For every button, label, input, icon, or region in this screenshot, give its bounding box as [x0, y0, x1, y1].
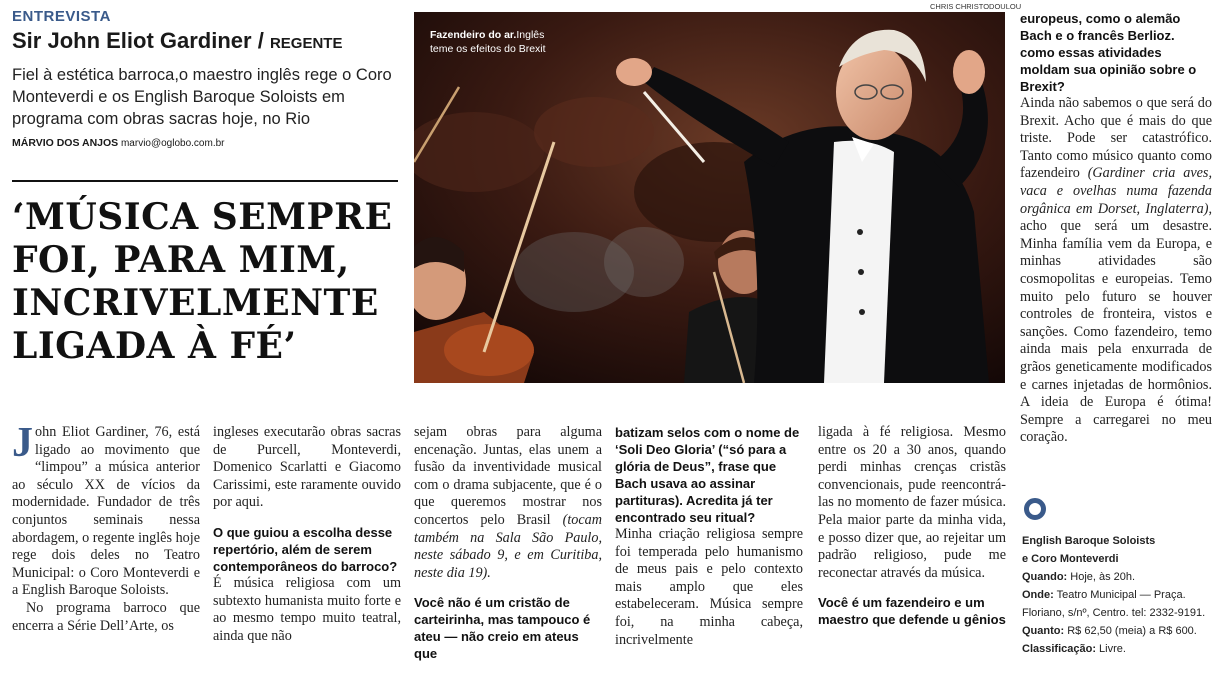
- body-paragraph: Minha criação religiosa sempre foi temperada pelo humanismo de meus pais e pelo contexto mais amplo que eles estabeleceram. Música sempre foi, na minha cabeça, incrivelmente: [615, 526, 803, 648]
- interview-question: Você é um fazendeiro e um maestro que defende u gênios: [818, 595, 1006, 628]
- body-paragraph: ingleses executarão obras sacras de Purcell, Monteverdi, Domenico Scarlatti e Giacomo Carissimi, este raramente ouvido por aqui.: [213, 424, 401, 511]
- info-ring-icon: [1024, 498, 1046, 520]
- byline-email[interactable]: marvio@oglobo.com.br: [120, 138, 225, 149]
- body-paragraph: No programa barroco que encerra a Série Dell’Arte, os: [12, 599, 200, 634]
- photo-credit: CHRIS CHRISTODOULOU: [930, 2, 1022, 11]
- body-column-1: [12, 420, 200, 635]
- body-text: , acho que será um desastre. Minha família vem da Europa, e minhas atividades são cosmopolitas e europeias. Temo muito pelo futuro se houver controles de fronteira, vistos e sanções. Como fazendeiro, temo ainda mais pela enxurrada de grãos geneticamente modificados e carnes injetadas de hormônios. A ideia de Europa é ótima! Sempre a carregarei no meu coração.: [1020, 200, 1212, 446]
- event-price: [1022, 622, 1218, 640]
- event-where-value: Teatro Municipal — Praça. Floriano, s/nº, Centro. tel: 2332-9191.: [1022, 589, 1206, 619]
- section-kicker: ENTREVISTA: [12, 8, 111, 25]
- conductor-photo: [414, 12, 1005, 383]
- drop-cap: J: [12, 420, 33, 466]
- body-paragraph: ligada à fé religiosa. Mesmo entre os 20 a 30 anos, quando perdi minhas crenças cristãs convencionais, pude reencontrá-las no momento de fazer música. Pela maior parte da minha vida, e posso dizer que, ao rejeitar um padrão religioso, pude me reconectar através da música.: [818, 424, 1006, 581]
- interview-question: europeus, como o alemão Bach e o francês Berlioz. como essas atividades moldam sua opinião sobre o Brexit?: [1020, 11, 1197, 94]
- lede: Fiel à estética barroca,o maestro inglês rege o Coro Monteverdi e os English Baroque Soloists em programa com obras sacras hoje, no Rio: [12, 66, 392, 128]
- body-column-right: [1020, 10, 1212, 447]
- event-rating-label: Classificação:: [1022, 643, 1096, 655]
- body-text: ohn Eliot Gardiner, 76, está ligado ao movimento que “limpou” a música anterior ao século XX de vícios da modernidade. Fundador de três conjuntos seminais nessa abordagem, o regente inglês hoje rege dois deles no Teatro Municipal: o Coro Monteverdi e a English Baroque Soloists.: [12, 424, 200, 599]
- event-title-line-2: e Coro Monteverdi: [1022, 553, 1119, 565]
- event-title: [1022, 532, 1218, 550]
- interviewee-role: REGENTE: [269, 35, 343, 52]
- interview-question: Você não é um cristão de carteirinha, mas tampouco é ateu — não creio em ateus que: [414, 595, 591, 662]
- event-price-value: R$ 62,50 (meia) a R$ 600.: [1064, 625, 1197, 637]
- body-paragraph: [12, 420, 200, 600]
- byline: [12, 137, 225, 149]
- event-title-line-1: English Baroque Soloists: [1022, 535, 1156, 547]
- body-paragraph: [1020, 95, 1212, 447]
- conductor-photo-illustration: [414, 12, 1005, 383]
- byline-author: MÁRVIO DOS ANJOS: [12, 137, 119, 149]
- event-info: [1022, 532, 1218, 658]
- body-column-4: [615, 424, 803, 649]
- photo-caption-lead: Fazendeiro do ar.: [430, 29, 517, 41]
- event-when-label: Quando:: [1022, 571, 1068, 583]
- body-paragraph: É música religiosa com um subtexto humanista muito forte e ao mesmo tempo muito teatral, ainda que não: [213, 574, 401, 644]
- event-where: [1022, 586, 1218, 622]
- interview-question: O que guiou a escolha desse repertório, além de serem contemporâneos do barroco?: [213, 524, 398, 574]
- body-text-italic: (tocam também na Sala São Paulo, neste sábado 9, e em Curitiba, neste dia 19).: [414, 511, 602, 581]
- event-rating: [1022, 640, 1218, 658]
- event-when-value: Hoje, às 20h.: [1067, 571, 1136, 583]
- event-when: [1022, 568, 1218, 586]
- body-paragraph: [414, 424, 602, 582]
- event-where-label: Onde:: [1022, 589, 1054, 601]
- interview-question: batizam selos com o nome de ‘Soli Deo Gloria’ (“só para a glória de Deus”, frase que Bach usava ao assinar partituras). Acredita já ter encontrado seu ritual?: [615, 425, 800, 525]
- headline: ‘MÚSICA SEMPRE FOI, PARA MIM, INCRIVELMENTE LIGADA À FÉ’: [12, 196, 393, 367]
- body-column-2: [213, 424, 401, 645]
- photo-caption: [430, 28, 570, 56]
- event-rating-value: Livre.: [1095, 643, 1126, 655]
- event-price-label: Quanto:: [1022, 625, 1065, 637]
- body-text-italic: (Gardiner cria aves, vaca e ovelhas numa fazenda orgânica em Dorset, Inglaterra): [1020, 165, 1212, 217]
- body-column-5: [818, 424, 1006, 628]
- event-title: [1022, 550, 1218, 568]
- name-separator: /: [251, 28, 270, 53]
- body-text: sejam obras para alguma encenação. Juntas, elas unem a fusão da inventividade musical com o drama subjacente, que é o que queremos mostrar nos concertos pelo Brasil: [414, 424, 602, 528]
- body-column-3: [414, 424, 602, 662]
- photo-caption-text: Inglês teme os efeitos do Brexit: [430, 29, 546, 55]
- headline-rule: [12, 180, 398, 182]
- body-text: Ainda não sabemos o que será do Brexit. Acho que é mais do que triste. Pode ser catastrófico. Tanto como músico quanto como fazendeiro: [1020, 95, 1212, 182]
- interviewee-name: [12, 28, 342, 54]
- interviewee-name-text: Sir John Eliot Gardiner: [12, 28, 252, 53]
